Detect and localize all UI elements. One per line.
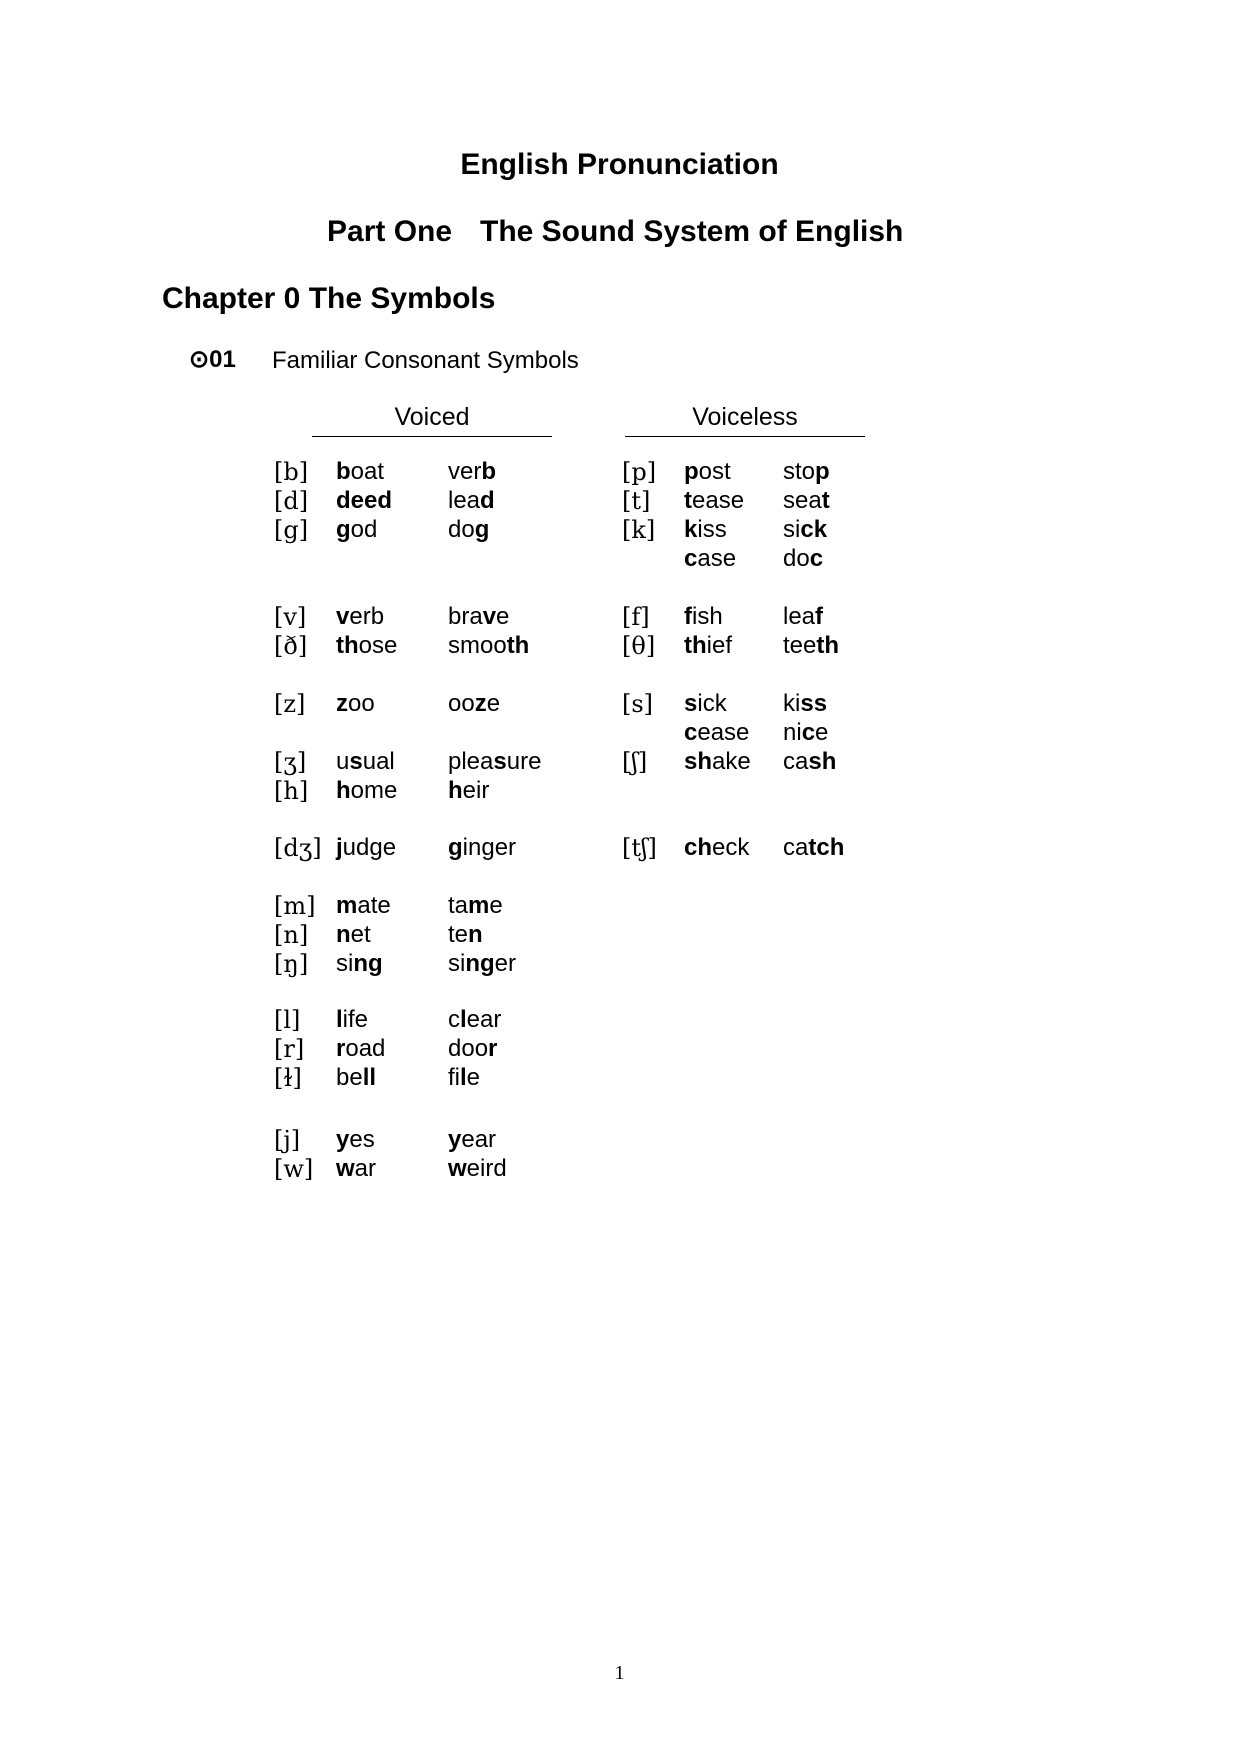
example-word: pleasure	[448, 748, 542, 775]
example-word: god	[336, 516, 378, 543]
example-word: kiss	[783, 690, 828, 717]
phonetic-symbol: [dʒ]	[274, 834, 322, 862]
example-word: year	[448, 1126, 497, 1153]
example-word: bell	[336, 1064, 377, 1091]
example-word: kiss	[684, 516, 727, 543]
example-word: thief	[684, 632, 733, 659]
voiceless-header-rule	[625, 436, 865, 437]
phonetic-symbol: [n]	[274, 921, 309, 949]
example-word: net	[336, 921, 371, 948]
phonetic-symbol: [f]	[622, 603, 650, 631]
example-word: ooze	[448, 690, 501, 717]
phonetic-symbol: [k]	[622, 516, 656, 544]
phonetic-symbol: [p]	[622, 458, 657, 486]
phonetic-symbol: [θ]	[622, 632, 656, 660]
phonetic-symbol: [t]	[622, 487, 651, 515]
phonetic-symbol: [d]	[274, 487, 309, 515]
phonetic-symbol: [h]	[274, 777, 309, 805]
document-title: English Pronunciation	[460, 148, 779, 181]
section-title: Familiar Consonant Symbols	[272, 347, 579, 374]
voiced-column-header: Voiced	[394, 403, 470, 431]
voiceless-column-header: Voiceless	[692, 403, 798, 431]
example-word: shake	[684, 748, 751, 775]
example-word: heir	[448, 777, 490, 804]
example-word: life	[336, 1006, 369, 1033]
example-word: ten	[448, 921, 483, 948]
phonetic-symbol: [s]	[622, 690, 654, 718]
phonetic-symbol: [l]	[274, 1006, 301, 1034]
part-label: Part One	[327, 215, 453, 248]
example-word: teeth	[783, 632, 840, 659]
example-word: lead	[448, 487, 495, 514]
example-word: sick	[783, 516, 828, 543]
example-word: weird	[448, 1155, 507, 1182]
phonetic-symbol: [z]	[274, 690, 306, 718]
example-word: home	[336, 777, 398, 804]
example-word: war	[336, 1155, 377, 1182]
example-word: leaf	[783, 603, 824, 630]
example-word: file	[448, 1064, 481, 1091]
phonetic-symbol: [b]	[274, 458, 309, 486]
example-word: clear	[448, 1006, 502, 1033]
page-number: 1	[614, 1662, 625, 1684]
example-word: nice	[783, 719, 829, 746]
example-word: tease	[684, 487, 745, 514]
example-word: dog	[448, 516, 490, 543]
example-word: boat	[336, 458, 385, 485]
part-title: The Sound System of English	[480, 215, 904, 248]
example-word: case	[684, 545, 737, 572]
phonetic-symbol: [ŋ]	[274, 950, 309, 978]
phonetic-symbol: [tʃ]	[622, 834, 657, 862]
example-word: post	[684, 458, 731, 485]
example-word: fish	[684, 603, 723, 630]
example-word: singer	[448, 950, 517, 977]
example-word: ginger	[448, 834, 517, 861]
example-word: judge	[336, 834, 397, 861]
example-word: doc	[783, 545, 824, 572]
example-word: door	[448, 1035, 498, 1062]
phonetic-symbol: [g]	[274, 516, 309, 544]
example-word: zoo	[336, 690, 375, 717]
example-word: verb	[448, 458, 497, 485]
example-word: mate	[336, 892, 391, 919]
example-word: road	[336, 1035, 386, 1062]
chapter-title: Chapter 0 The Symbols	[162, 282, 496, 315]
example-word: sick	[684, 690, 727, 717]
phonetic-symbol: [j]	[274, 1126, 301, 1154]
phonetic-symbol: [v]	[274, 603, 307, 631]
section-number: ⊙01	[189, 346, 236, 373]
example-word: usual	[336, 748, 395, 775]
example-word: deed	[336, 487, 393, 514]
example-word: stop	[783, 458, 830, 485]
example-word: yes	[336, 1126, 375, 1153]
example-word: catch	[783, 834, 845, 861]
example-word: verb	[336, 603, 385, 630]
example-word: brave	[448, 603, 510, 630]
example-word: smooth	[448, 632, 530, 659]
example-word: cash	[783, 748, 837, 775]
phonetic-symbol: [ʃ]	[622, 748, 648, 776]
example-word: sing	[336, 950, 383, 977]
phonetic-symbol: [ʒ]	[274, 748, 307, 776]
phonetic-symbol: [ð]	[274, 632, 308, 660]
phonetic-symbol: [w]	[274, 1155, 314, 1183]
phonetic-symbol: [m]	[274, 892, 316, 920]
phonetic-symbol: [r]	[274, 1035, 305, 1063]
phonetic-symbol: [ɫ]	[274, 1064, 302, 1092]
example-word: cease	[684, 719, 750, 746]
example-word: seat	[783, 487, 830, 514]
example-word: those	[336, 632, 398, 659]
voiced-header-rule	[312, 436, 552, 437]
example-word: check	[684, 834, 750, 861]
example-word: tame	[448, 892, 503, 919]
